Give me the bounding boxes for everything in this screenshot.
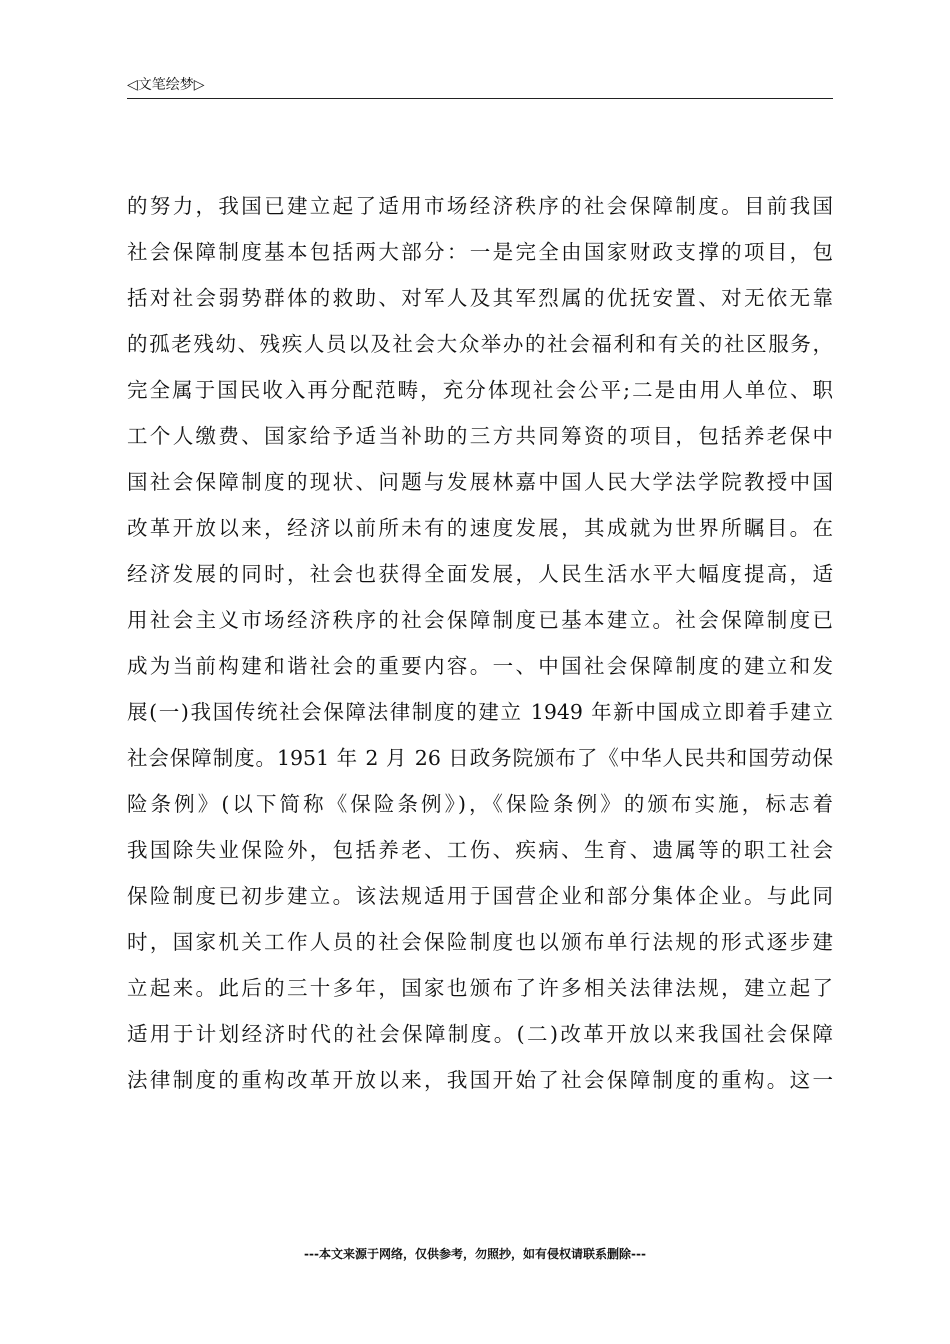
body-line: 时，国家机关工作人员的社会保险制度也以颁布单行法规的形式逐步建 [127,930,833,954]
page-header [127,76,833,99]
body-line: 的努力，我国已建立起了适用市场经济秩序的社会保障制度。目前我国 [127,194,833,218]
body-line: 展(一)我国传统社会保障法律制度的建立 1949 年新中国成立即着手建立 [127,700,833,724]
body-line: 的孤老残幼、残疾人员以及社会大众举办的社会福利和有关的社区服务， [127,332,833,356]
body-line: 经济发展的同时，社会也获得全面发展，人民生活水平大幅度提高，适 [127,562,833,586]
body-line: 工个人缴费、国家给予适当补助的三方共同筹资的项目，包括养老保中 [127,424,833,448]
body-line: 适用于计划经济时代的社会保障制度。(二)改革开放以来我国社会保障 [127,1022,833,1046]
body-line: 成为当前构建和谐社会的重要内容。一、中国社会保障制度的建立和发 [127,654,833,678]
body-line: 保险制度已初步建立。该法规适用于国营企业和部分集体企业。与此同 [127,884,833,908]
body-line: 社会保障制度。1951 年 2 月 26 日政务院颁布了《中华人民共和国劳动保 [127,746,833,770]
footer-disclaimer: ---本文来源于网络，仅供参考，勿照抄，如有侵权请联系删除--- [304,1247,646,1261]
body-line: 括对社会弱势群体的救助、对军人及其军烈属的优抚安置、对无依无靠 [127,286,833,310]
body-line: 国社会保障制度的现状、问题与发展林嘉中国人民大学法学院教授中国 [127,470,833,494]
header-title: ◁文笔绘梦▷ [127,77,205,93]
body-line: 用社会主义市场经济秩序的社会保障制度已基本建立。社会保障制度已 [127,608,833,632]
page-footer [0,1245,950,1262]
body-line: 险条例》(以下简称《保险条例》)，《保险条例》的颁布实施，标志着 [127,792,833,816]
body-text [127,183,833,1103]
body-line: 改革开放以来，经济以前所未有的速度发展，其成就为世界所瞩目。在 [127,516,833,540]
body-line: 社会保障制度基本包括两大部分：一是完全由国家财政支撑的项目，包 [127,240,833,264]
body-line: 完全属于国民收入再分配范畴，充分体现社会公平;二是由用人单位、职 [127,378,833,402]
body-line: 立起来。此后的三十多年，国家也颁布了许多相关法律法规，建立起了 [127,976,833,1000]
body-line: 我国除失业保险外，包括养老、工伤、疾病、生育、遗属等的职工社会 [127,838,833,862]
body-line: 法律制度的重构改革开放以来，我国开始了社会保障制度的重构。这一 [127,1068,833,1092]
